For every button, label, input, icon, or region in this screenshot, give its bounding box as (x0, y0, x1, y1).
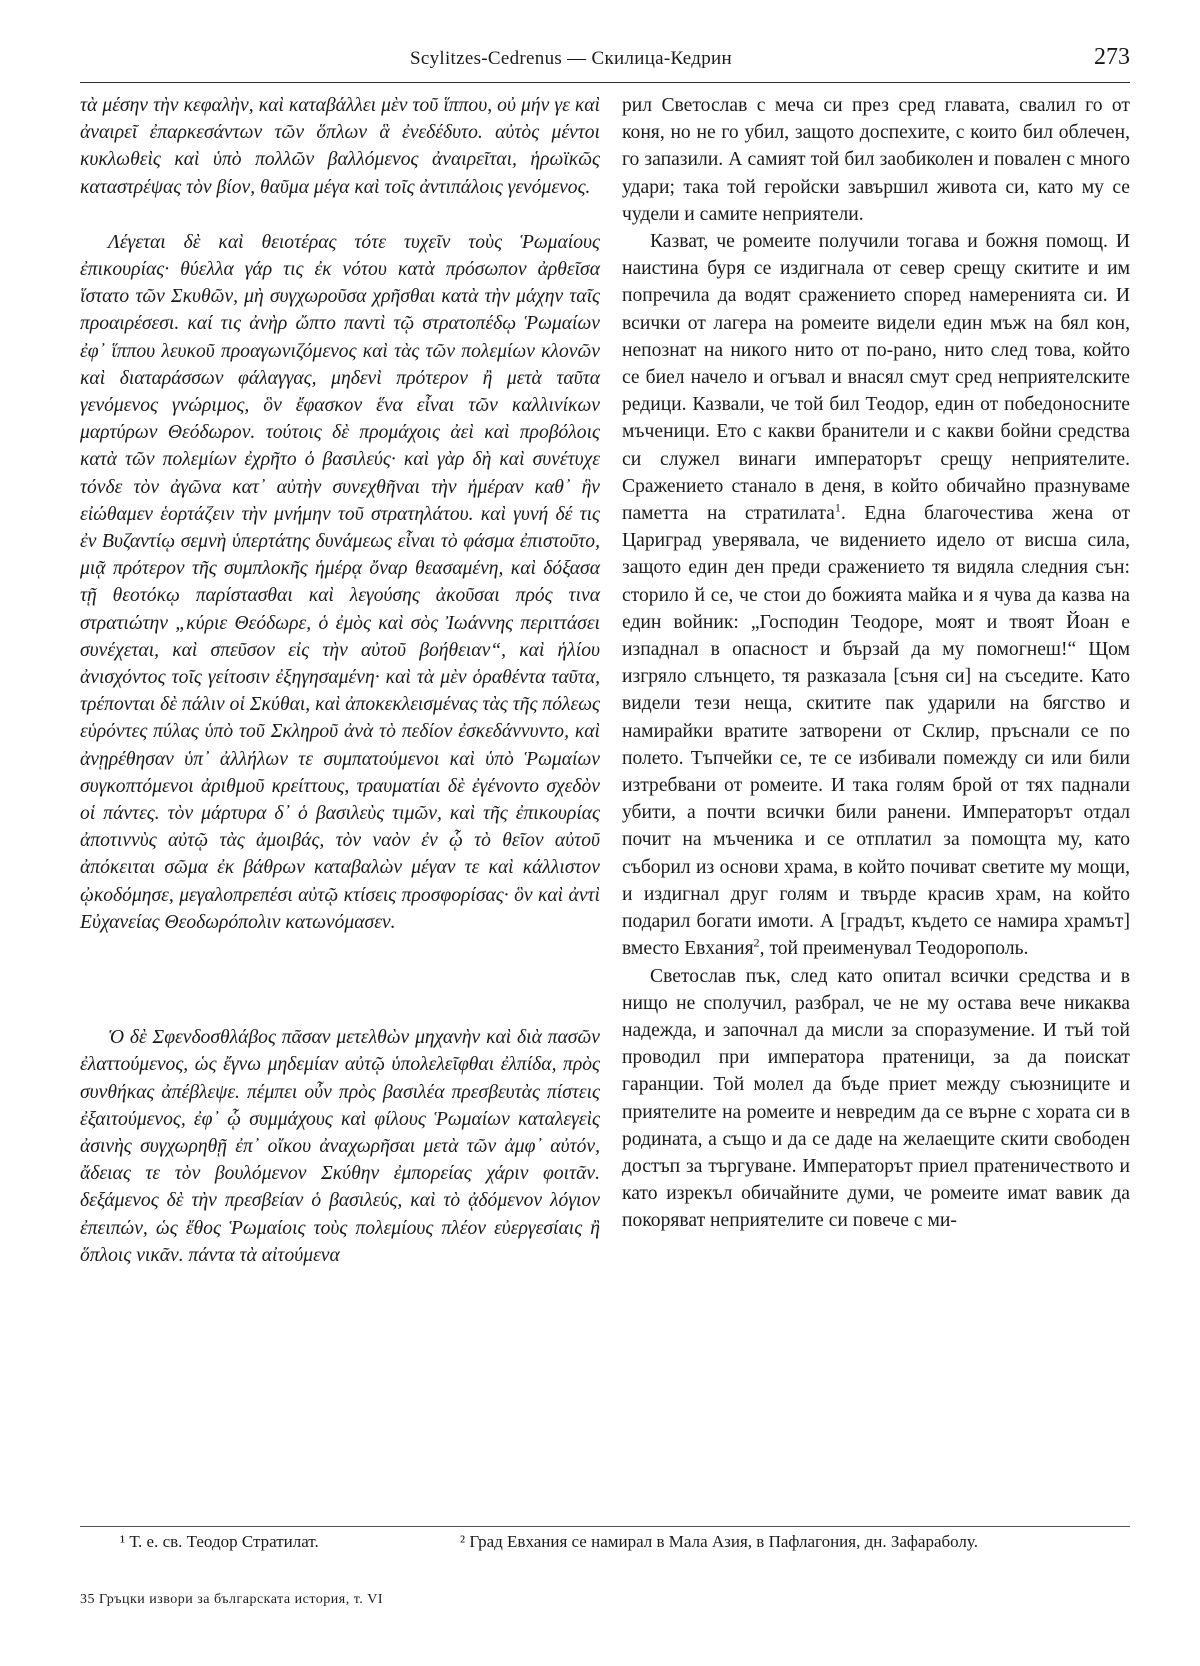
printer-signature: 35 Гръцки извори за българската история, т. VI (80, 1592, 384, 1607)
footnote-ref-1: 1 (834, 500, 841, 515)
page-header (80, 44, 1130, 78)
bulgarian-paragraph-2-text: Казват, че ромеите получили тогава и божня помощ. И наистина буря се издигнала от север срещу скитите и им попречила да водят сражението според намеренията си. И всички от лагера на ромеите видели един мъж на бял кон, непознат на никого нито от по-рано, нито след това, който се биел начело и огъвал и внасял смут сред неприятелските редици. Казвали, че той бил Теодор, един от победоносните мъченици. Ето с какви бранители и с какви бойни средства си служел винаги императорът срещу неприятелите. Сражението станало в деня, в който обичайно празнуваме паметта на стратилата (622, 231, 1130, 525)
bulgarian-paragraph-2-text-c: , той преименувал Теодорополь. (759, 938, 1029, 960)
bulgarian-paragraph-2-text-b: . Една благочестива жена от Цариград уверявала, че видението идело от висша сила, защото един ден преди сражението тя видяла следния сън: сторило й се, че стои до божията майка и я чува да казва на един войник: „Господин Теодоре, моят и твоят Йоан е изпаднал в опасност и бързай да му помогнеш!“ Щом изгряло слънцето, тя разказала [съня си] на съседите. Като видели тези неща, скитите пак ударили на бягство и намирайки вратите затворени от Склир, пръснали се по полето. Тъпчейки се, те се избивали помежду си или били изтребвани от ромеите. И така голям брой от тях паднали убити, а почти всички били ранени. Императорът отдал почит на мъченика и се отплатил за помощта му, като съборил из основи храма, в който почиват светите му мощи, и издигнал друг голям и твърде красив храм, на който подарил богати имоти. А [градът, където се намира храмът] вместо Евхания (622, 503, 1131, 960)
bulgarian-text-column (622, 92, 1130, 1235)
greek-paragraph-1: τὰ μέσην τὴν κεφαλὴν, καὶ καταβάλλει μὲν τοῦ ἵππου, οὐ μήν γε καὶ ἀναιρεῖ ἐπαρκεσάντων τῶν ὅπλων ἃ ἐνεδέδυτο. αὐτὸς μέντοι κυκλωθεὶς καὶ ὑπὸ πολλῶν βαλλόμενος ἀναιρεῖται, ἡρωϊκῶς καταστρέψας τὸν βίον, θαῦμα μέγα καὶ τοῖς ἀντιπάλοις γενόμενος. (80, 95, 600, 198)
footnote-ref-2: 2 (753, 935, 760, 950)
greek-paragraph-2: Λέγεται δὲ καὶ θειοτέρας τότε τυχεῖν τοὺς Ῥωμαίους ἐπικουρίας· θύελλα γάρ τις ἐκ νότου κατὰ πρόσωπον ἀρθεῖσα ἵστατο τῶν Σκυθῶν, μὴ συγχωροῦσα χρῆσθαι κατὰ τὴν μάχην ταῖς προαιρέσεσι. καί τις ἀνὴρ ὤπτο παντὶ τῷ στρατοπέδῳ Ῥωμαίων ἐφ᾽ ἵππου λευκοῦ προαγωνιζόμενος καὶ τὰς τῶν πολεμίων κλονῶν καὶ διαταράσσων φάλαγγας, μηδενὶ πρότερον ἢ μετὰ ταῦτα γενόμενος γνώριμος, ὃν ἔφασκον ἕνα εἶναι τῶν καλλινίκων μαρτύρων Θεόδωρον. τούτοις δὲ προμάχοις ἀεὶ καὶ προβόλοις κατὰ τῶν πολεμίων ἐχρῆτο ὁ βασιλεύς· καὶ γὰρ δὴ καὶ συνέτυχε τόνδε τὸν ἀγῶνα κατ᾽ αὐτὴν συνεχθῆναι τὴν ἡμέραν καθ᾽ ἣν εἰώθαμεν ἑορτάζειν τὴν μνήμην τοῦ στρατηλάτου. καὶ γυνή δέ τις ἐν Βυζαντίῳ σεμνὴ ὑπερτάτης δυνάμεως εἶναι τὸ φάσμα ἐπιστοῦτο, μιᾷ πρότερον τῆς συμπλοκῆς ἡμέρᾳ ὄναρ θεασαμένη, καὶ δόξασα τῇ θεοτόκῳ παρίστασθαι καὶ λεγούσης ἀκοῦσαι πρός τινα στρατιώτην „κύριε Θεόδωρε, ὁ ἐμὸς καὶ σὸς Ἰωάννης περιττάσει συνέχεται, καὶ σπεῦσον εἰς τὴν αὐτοῦ βοήθειαν“, καὶ ἡλίου ἀνισχόντος τοῖς γείτοσιν ἐξηγησαμένη· καὶ τὰ μὲν ὁραθέντα ταῦτα, τρέπονται δὲ πάλιν οἱ Σκύθαι, καὶ ἀποκεκλεισμένας τὰς τῆς πόλεως εὑρόντες πύλας ὑπὸ τοῦ Σκληροῦ ἀνὰ τὸ πεδίον ἐσκεδάννυντο, καὶ ἀνῃρέθησαν ὑπ᾽ ἀλλήλων τε συμπατούμενοι καὶ ὑπὸ Ῥωμαίων συγκοπτόμενοι ἀριθμοῦ κρείττους, τραυματίαι δὲ ἐγένοντο σχεδὸν οἱ πάντες. τὸν μάρτυρα δ᾽ ὁ βασιλεὺς τιμῶν, καὶ τῆς ἐπικουρίας ἀποτιννὺς αὐτῷ τὰς ἀμοιβάς, τὸν ναὸν ἐν ᾧ τὸ θεῖον αὐτοῦ ἀπόκειται σῶμα ἐκ βάθρων καταβαλὼν μέγαν τε καὶ κάλλιστον ᾠκοδόμησε, μεγαλοπρεπέσι αὐτῷ κτίσεις προσφορίσας· ὃν καὶ ἀντὶ Εὐχανείας Θεοδωρόπολιν κατωνόμασεν. (80, 231, 600, 933)
greek-text-column (80, 92, 600, 1269)
bulgarian-paragraph-2 (622, 228, 1130, 962)
bulgarian-paragraph-1: рил Светослав с меча си през сред главата, свалил го от коня, но не го убил, защото доспехите, с които бил облечен, го запазили. А самият той бил заобиколен и повален с много удари; така той геройски завършил живота си, като му се чудели и самите неприятели. (622, 95, 1130, 225)
page-number: 273 (1094, 44, 1130, 70)
greek-paragraph-3: Ὁ δὲ Σφενδοσθλάβος πᾶσαν μετελθὼν μηχανὴν καὶ διὰ πασῶν ἐλαττούμενος, ὡς ἔγνω μηδεμίαν αὐτῷ ὑπολελεῖφθαι ἐλπίδα, πρὸς συνθήκας ἀπέβλεψε. πέμπει οὖν πρὸς βασιλέα πρεσβευτὰς πίστεις ἐξαιτούμενος, ἐφ᾽ ᾧ συμμάχους καὶ φίλους Ῥωμαίων καταλεγεὶς ἀσινὴς συγχωρηθῇ ἐπ᾽ οἴκου ἀναχωρῆσαι μετὰ τῶν ἀμφ᾽ αὐτόν, ἄδειας τε τὸν βουλόμενον Σκύθην ἐμπορείας χάριν φοιτᾶν. δεξάμενος δὲ τὴν πρεσβείαν ὁ βασιλεύς, καὶ τὸ ᾀδόμενον λόγιον ἐπειπών, ὡς ἔθος Ῥωμαίοις τοὺς πολεμίους πλέον εὐεργεσίαις ἢ ὅπλοις νικᾶν. πάντα τὰ αἰτούμενα (80, 1027, 600, 1266)
header-rule (80, 82, 1130, 83)
footnote-2: ² Град Евхания се намирал в Мала Азия, в Пафлагония, дн. Зафараболу. (460, 1532, 978, 1551)
footnote-1: ¹ Т. е. св. Теодор Стратилат. (120, 1532, 319, 1551)
running-title: Scylitzes-Cedrenus — Скилица-Кедрин (410, 48, 732, 69)
footnote-rule (80, 1526, 1130, 1527)
bulgarian-paragraph-3: Светослав пък, след като опитал всички средства и в нищо не сполучил, разбрал, че не му остава вече никаква надежда, и започнал да мисли за споразумение. И тъй той проводил при императора пратеници, за да поискат гаранции. Той молел да бъде приет между съюзниците и приятелите на ромеите и невредим да се върне с хората си в родината, а също и да се даде на желаещите скити свободен достъп за търгуване. Императорът приел пратеничеството и като изрекъл обичайните думи, че ромеите имат вавик да покоряват неприятелите си повече с ми- (622, 965, 1130, 1232)
